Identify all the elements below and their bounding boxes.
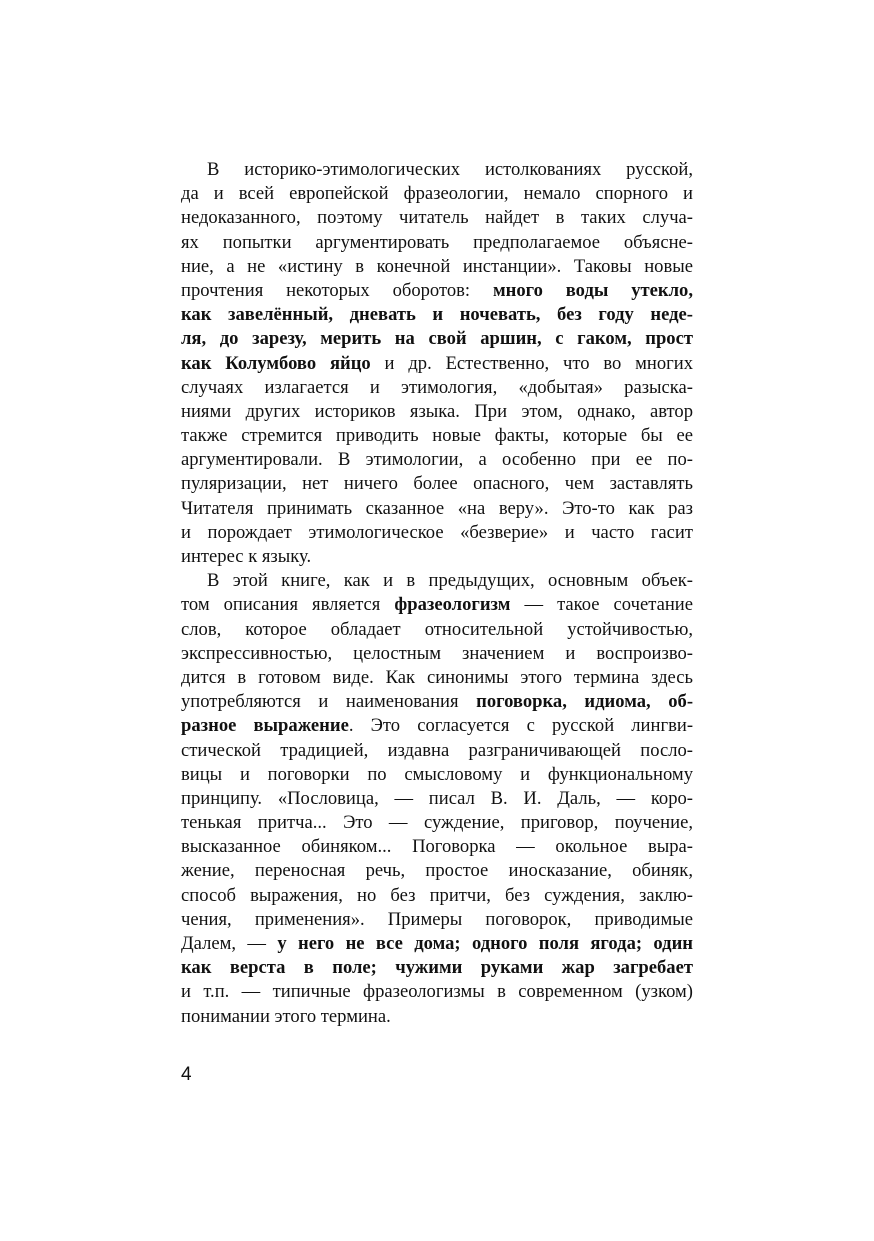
idiom-bold-text: много воды утекло, xyxy=(492,279,693,301)
text-line xyxy=(181,158,693,182)
text-line xyxy=(181,376,693,400)
text-segment: ях попытки аргументировать предполагаемое объясне- xyxy=(181,231,693,253)
text-segment: тенькая притча... Это — суждение, приговор, поучение, xyxy=(181,812,693,834)
text-line xyxy=(181,642,693,666)
text-line xyxy=(181,448,693,472)
text-segment: интерес к языку. xyxy=(181,546,312,567)
text-segment: и порождает этимологическое «безверие» и часто гасит xyxy=(181,521,693,543)
text-line xyxy=(181,472,693,496)
text-segment: прочтения некоторых оборотов: xyxy=(181,279,493,301)
text-line xyxy=(181,763,693,787)
text-line xyxy=(181,859,693,883)
text-segment: В этой книге, как и в предыдущих, основным объек- xyxy=(207,570,693,592)
text-line xyxy=(181,714,693,738)
text-line xyxy=(181,884,693,908)
text-line xyxy=(181,1005,693,1029)
text-segment: пуляризации, нет ничего более опасного, чем заставлять xyxy=(181,473,693,495)
idiom-bold-text: как Колумбово яйцо xyxy=(181,352,371,374)
text-segment: экспрессивностью, целостным значением и воспроизво- xyxy=(181,642,693,664)
text-segment: высказанное обиняком... Поговорка — окольное выра- xyxy=(181,836,693,858)
text-line xyxy=(181,231,693,255)
text-line xyxy=(181,279,693,303)
body-text xyxy=(181,158,693,1029)
text-segment: способ выражения, но без притчи, без суждения, заклю- xyxy=(181,884,693,906)
text-segment: аргументировали. В этимологии, а особенно при ее по- xyxy=(181,449,693,471)
text-line xyxy=(181,521,693,545)
page-number: 4 xyxy=(181,1064,192,1085)
text-line xyxy=(181,835,693,859)
text-line xyxy=(181,303,693,327)
text-segment: также стремится приводить новые факты, которые бы ее xyxy=(181,425,693,447)
text-segment: Читателя принимать сказанное «на веру». Это-то как раз xyxy=(181,497,693,519)
text-segment: принципу. «Пословица, — писал В. И. Даль, — коро- xyxy=(181,787,693,809)
text-line xyxy=(181,787,693,811)
paragraph xyxy=(181,569,693,1029)
text-segment: и др. Естественно, что во многих xyxy=(370,352,694,374)
text-line xyxy=(181,618,693,642)
text-segment: недоказанного, поэтому читатель найдет в таких случа- xyxy=(181,207,693,229)
text-segment: случаях излагается и этимология, «добытая» разыска- xyxy=(181,376,693,398)
text-line xyxy=(181,545,693,569)
idiom-bold-text: разное выражение xyxy=(181,715,349,737)
text-line xyxy=(181,956,693,980)
text-segment: . Это согласуется с русской лингви- xyxy=(348,715,694,737)
text-segment: вицы и поговорки по смысловому и функциональному xyxy=(181,763,693,785)
text-segment: употребляются и наименования xyxy=(181,691,477,713)
text-line xyxy=(181,352,693,376)
text-line xyxy=(181,666,693,690)
text-segment: дится в готовом виде. Как синонимы этого термина здесь xyxy=(181,666,693,688)
text-segment: том описания является xyxy=(181,594,395,616)
text-line xyxy=(181,811,693,835)
text-line xyxy=(181,908,693,932)
paragraph xyxy=(181,158,693,569)
text-segment: Далем, — xyxy=(181,933,278,954)
text-segment: слов, которое обладает относительной устойчивостью, xyxy=(181,618,693,640)
text-line xyxy=(181,739,693,763)
idiom-bold-text: у него не все дома; одного поля ягода; один xyxy=(277,933,693,954)
text-line xyxy=(181,400,693,424)
text-segment: В историко-этимологических истолкованиях русской, xyxy=(207,159,693,180)
text-segment: ниями других историков языка. При этом, однако, автор xyxy=(181,400,693,422)
text-segment: жение, переносная речь, простое иносказание, обиняк, xyxy=(181,860,693,882)
text-segment: да и всей европейской фразеологии, немало спорного и xyxy=(181,183,693,205)
text-line xyxy=(181,206,693,230)
text-line xyxy=(181,690,693,714)
text-line xyxy=(181,980,693,1004)
text-line xyxy=(181,593,693,617)
text-segment: чения, применения». Примеры поговорок, приводимые xyxy=(181,908,693,930)
idiom-bold-text: как завелённый, дневать и ночевать, без году неде- xyxy=(181,304,693,326)
text-line xyxy=(181,424,693,448)
idiom-bold-text: поговорка, идиома, об- xyxy=(476,691,694,713)
text-segment: стической традицией, издавна разграничивающей посло- xyxy=(181,739,693,761)
text-segment: и т.п. — типичные фразеологизмы в современном (узком) xyxy=(181,981,693,1003)
text-line xyxy=(181,932,693,956)
text-line xyxy=(181,182,693,206)
text-segment: понимании этого термина. xyxy=(181,1005,391,1027)
text-line xyxy=(181,569,693,593)
text-line xyxy=(181,497,693,521)
text-segment: — такое сочетание xyxy=(510,594,693,616)
text-line xyxy=(181,327,693,351)
text-line xyxy=(181,255,693,279)
text-segment: ние, а не «истину в конечной инстанции». Таковы новые xyxy=(181,255,693,277)
idiom-bold-text: как верста в поле; чужими руками жар загребает xyxy=(181,957,693,979)
idiom-bold-text: фразеологизм xyxy=(394,594,511,616)
idiom-bold-text: ля, до зарезу, мерить на свой аршин, с гаком, прост xyxy=(181,328,693,350)
